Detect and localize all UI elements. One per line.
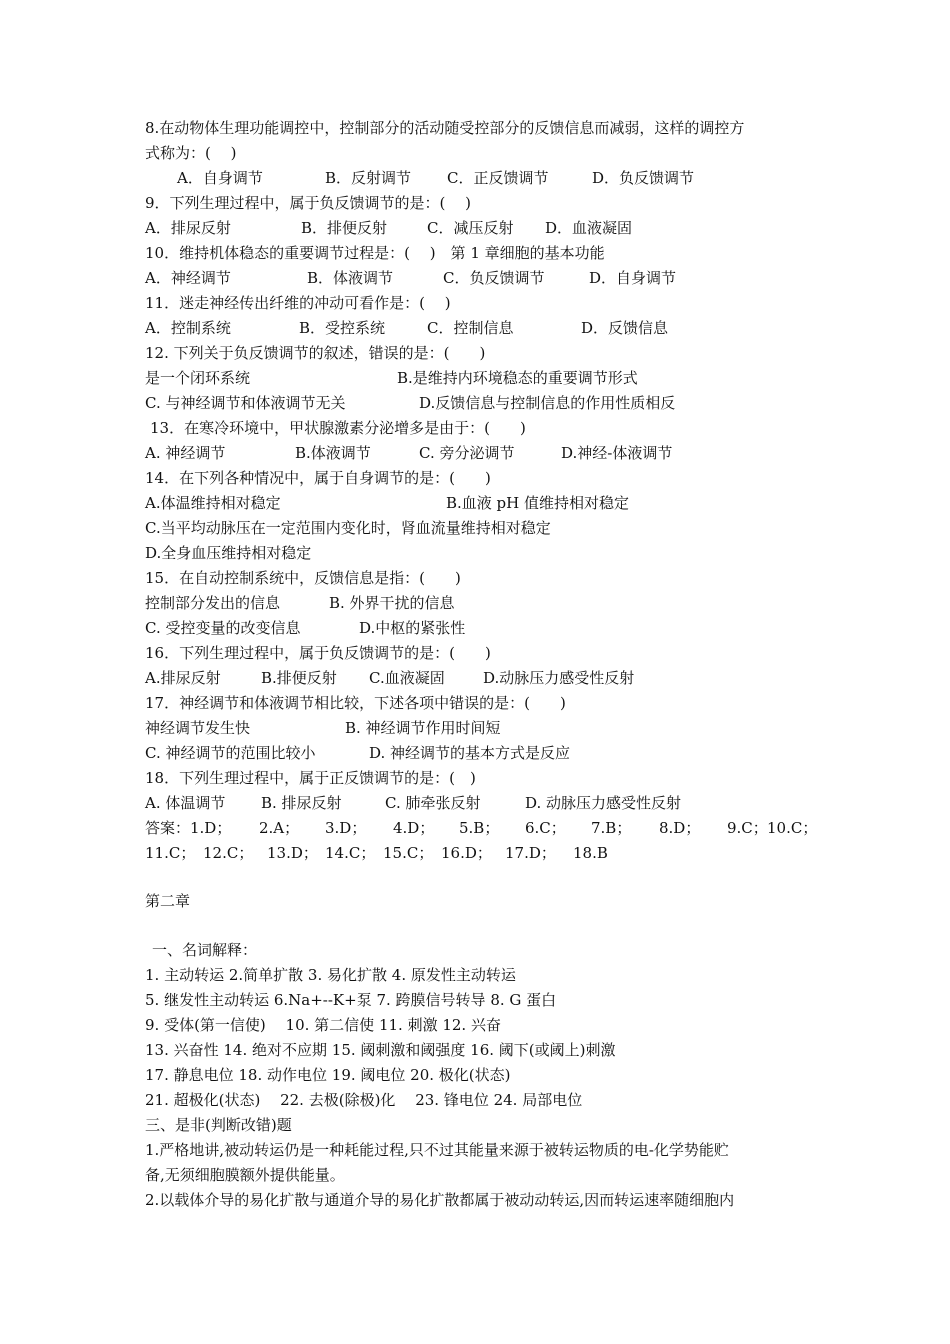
question-14-option-d: D.全身血压维持相对稳定 <box>145 544 312 562</box>
option-d: D．负反馈调节 <box>592 169 695 187</box>
answer-item: 答案：1.D； <box>145 819 232 837</box>
answer-item: 3.D； <box>325 819 367 837</box>
terms-line-6: 21. 超极化(状态) 22. 去极(除极)化 23. 锋电位 24. 局部电位 <box>145 1091 583 1109</box>
section-3-title: 三、是非(判断改错)题 <box>145 1116 292 1134</box>
answer-item: 8.D； <box>659 819 701 837</box>
option-a: A．神经调节 <box>145 269 231 287</box>
option-c: C. 神经调节的范围比较小 <box>145 744 316 762</box>
answer-item: 18.B <box>573 844 608 862</box>
question-14-option-c: C.当平均动脉压在一定范围内变化时，肾血流量维持相对稳定 <box>145 519 551 537</box>
terms-line-4: 13. 兴奋性 14. 绝对不应期 15. 阈刺激和阈强度 16. 阈下(或阈上)刺激 <box>145 1041 616 1059</box>
option-b: B. 排尿反射 <box>261 794 342 812</box>
option-b: B.排便反射 <box>261 669 337 687</box>
question-8-stem: 8.在动物体生理功能调控中，控制部分的活动随受控部分的反馈信息而减弱，这样的调控方 <box>145 119 745 137</box>
option-a: 神经调节发生快 <box>145 719 251 737</box>
answer-item: 9.C； <box>727 819 768 837</box>
option-b: B.体液调节 <box>295 444 371 462</box>
option-c: C．控制信息 <box>427 319 514 337</box>
answer-item: 4.D； <box>393 819 435 837</box>
option-c: C．减压反射 <box>427 219 514 237</box>
question-17-stem: 17．神经调节和体液调节相比较，下述各项中错误的是：( ) <box>145 694 566 712</box>
option-d: D.反馈信息与控制信息的作用性质相反 <box>419 394 676 412</box>
question-14-stem: 14．在下列各种情况中，属于自身调节的是：( ) <box>145 469 491 487</box>
question-10-stem: 10．维持机体稳态的重要调节过程是：( ) 第 1 章细胞的基本功能 <box>145 244 605 262</box>
option-d: D.中枢的紧张性 <box>359 619 466 637</box>
answer-item: 6.C； <box>525 819 566 837</box>
option-a: A．自身调节 <box>177 169 263 187</box>
question-12-stem: 12. 下列关于负反馈调节的叙述，错误的是：( ) <box>145 344 486 362</box>
section-1-title: 一、名词解释： <box>152 941 258 959</box>
option-a: 控制部分发出的信息 <box>145 594 281 612</box>
answer-item: 5.B； <box>459 819 500 837</box>
option-b: B. 神经调节作用时间短 <box>345 719 501 737</box>
option-b: B.血液 pH 值维持相对稳定 <box>446 494 630 512</box>
option-d: D．自身调节 <box>589 269 677 287</box>
question-18-stem: 18．下列生理过程中，属于正反馈调节的是：( ) <box>145 769 476 787</box>
question-13-stem: 13．在寒冷环境中，甲状腺激素分泌增多是由于：( ) <box>150 419 526 437</box>
option-c: C.血液凝固 <box>369 669 445 687</box>
option-a: A．控制系统 <box>145 319 231 337</box>
option-a: A.体温维持相对稳定 <box>145 494 281 512</box>
true-false-1-line1: 1.严格地讲,被动转运仍是一种耗能过程,只不过其能量来源于被转运物质的电-化学势能贮 <box>145 1141 729 1159</box>
answer-item: 10.C； <box>767 819 818 837</box>
answer-item: 7.B； <box>591 819 632 837</box>
option-c: C. 与神经调节和体液调节无关 <box>145 394 346 412</box>
option-b: B．受控系统 <box>299 319 386 337</box>
answer-item: 15.C； <box>383 844 434 862</box>
answer-item: 13.D； <box>267 844 318 862</box>
true-false-1-line2: 备,无须细胞膜额外提供能量。 <box>145 1166 345 1184</box>
option-a: 是一个闭环系统 <box>145 369 251 387</box>
answer-item: 2.A； <box>259 819 300 837</box>
option-b: B．反射调节 <box>325 169 412 187</box>
chapter-2-title: 第二章 <box>145 892 191 910</box>
option-b: B. 外界干扰的信息 <box>329 594 455 612</box>
option-d: D. 神经调节的基本方式是反应 <box>369 744 571 762</box>
question-8-stem-cont: 式称为：( ) <box>145 144 237 162</box>
option-b: B．排便反射 <box>301 219 388 237</box>
option-d: D. 动脉压力感受性反射 <box>525 794 682 812</box>
option-d: D．反馈信息 <box>581 319 669 337</box>
question-16-stem: 16．下列生理过程中，属于负反馈调节的是：( ) <box>145 644 491 662</box>
option-d: D.神经-体液调节 <box>561 444 673 462</box>
option-b: B.是维持内环境稳态的重要调节形式 <box>397 369 638 387</box>
answer-item: 16.D； <box>441 844 492 862</box>
option-c: C．正反馈调节 <box>447 169 549 187</box>
terms-line-2: 5. 继发性主动转运 6.Na+--K+泵 7. 跨膜信号转导 8. G 蛋白 <box>145 991 557 1009</box>
question-11-stem: 11．迷走神经传出纤维的冲动可看作是：( ) <box>145 294 451 312</box>
option-c: C. 旁分泌调节 <box>419 444 515 462</box>
option-c: C．负反馈调节 <box>443 269 545 287</box>
option-a: A. 体温调节 <box>145 794 226 812</box>
option-c: C. 受控变量的改变信息 <box>145 619 301 637</box>
true-false-2-line1: 2.以载体介导的易化扩散与通道介导的易化扩散都属于被动动转运,因而转运速率随细胞内 <box>145 1191 735 1209</box>
option-b: B．体液调节 <box>307 269 394 287</box>
option-c: C. 肺牵张反射 <box>385 794 481 812</box>
terms-line-5: 17. 静息电位 18. 动作电位 19. 阈电位 20. 极化(状态) <box>145 1066 511 1084</box>
option-d: D．血液凝固 <box>545 219 633 237</box>
answer-item: 17.D； <box>505 844 556 862</box>
question-15-stem: 15．在自动控制系统中，反馈信息是指：( ) <box>145 569 461 587</box>
option-d: D.动脉压力感受性反射 <box>483 669 635 687</box>
option-a: A．排尿反射 <box>145 219 231 237</box>
question-9-stem: 9．下列生理过程中，属于负反馈调节的是：( ) <box>145 194 472 212</box>
answer-item: 14.C； <box>325 844 376 862</box>
terms-line-3: 9. 受体(第一信使) 10. 第二信使 11. 刺激 12. 兴奋 <box>145 1016 501 1034</box>
answer-item: 12.C； <box>203 844 254 862</box>
answer-item: 11.C； <box>145 844 196 862</box>
terms-line-1: 1. 主动转运 2.简单扩散 3. 易化扩散 4. 原发性主动转运 <box>145 966 516 984</box>
option-a: A.排尿反射 <box>145 669 221 687</box>
option-a: A. 神经调节 <box>145 444 226 462</box>
